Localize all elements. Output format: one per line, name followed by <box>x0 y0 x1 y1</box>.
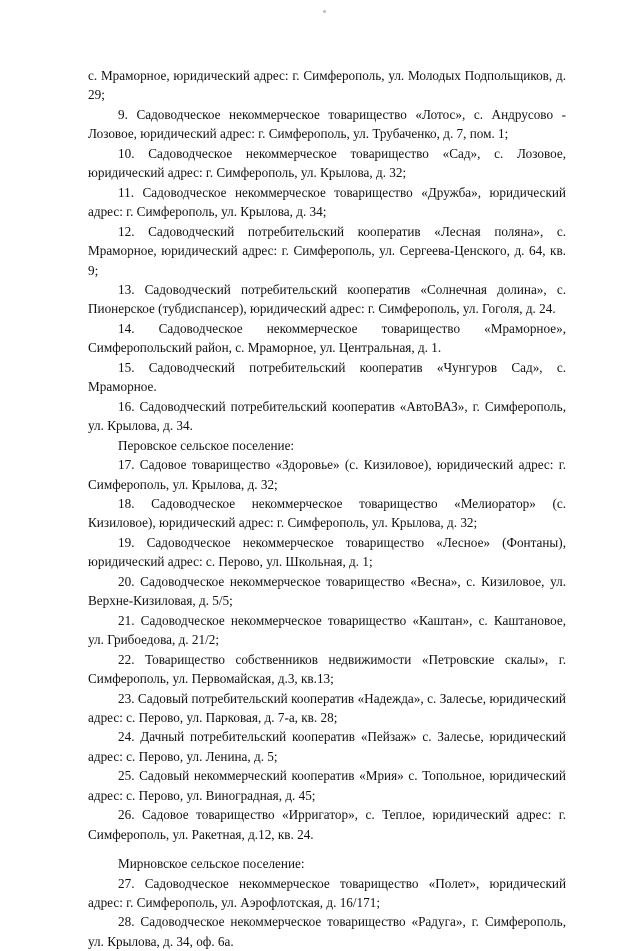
section-heading-mirnovskoe: Мирновское сельское поселение: <box>118 856 305 872</box>
list-item: 9. Садоводческое некоммерческое товарищество «Лотос», с. Андрусово - Лозовое, юридический адрес: г. Симферополь, ул. Трубаченко, д. 7, пом. 1; <box>88 106 566 142</box>
scan-artifact-dot <box>323 10 326 13</box>
list-item: 17. Садовое товарищество «Здоровье» (с. Кизиловое), юридический адрес: г. Симферополь, ул. Крылова, д. 32; <box>88 457 566 492</box>
list-item: 22. Товарищество собственников недвижимости «Петровские скалы», г. Симферополь, ул. Первомайская, д.3, кв.13; <box>88 651 566 687</box>
section-heading-perovskoe: Перовское сельское поселение: <box>118 437 295 453</box>
list-item: 13. Садоводческий потребительский кооператив «Солнечная долина», с. Пионерское (тубдиспансер), юридический адрес: г. Симферополь, ул. Гоголя, д. 24. <box>88 281 566 317</box>
list-item: 20. Садоводческое некоммерческое товарищество «Весна», с. Кизиловое, ул. Верхне-Кизиловая, д. 5/5; <box>88 573 566 609</box>
list-item: 23. Садовый потребительский кооператив «Надежда», с. Залесье, юридический адрес: с. Перово, ул. Парковая, д. 7-а, кв. 28; <box>88 690 566 725</box>
list-item: 21. Садоводческое некоммерческое товарищество «Каштан», с. Каштановое, ул. Грибоедова, д. 21/2; <box>88 612 566 648</box>
list-item: 12. Садоводческий потребительский кооператив «Лесная поляна», с. Мраморное, юридический адрес: г. Симферополь, ул. Сергеева-Ценского, д. 64, кв. 9; <box>88 223 566 278</box>
list-item: 14. Садоводческое некоммерческое товарищество «Мраморное», Симферопольский район, с. Мраморное, ул. Центральная, д. 1. <box>88 320 566 356</box>
list-item: 16. Садоводческий потребительский кооператив «АвтоВАЗ», г. Симферополь, ул. Крылова, д. 34. <box>88 398 566 434</box>
section-spacer <box>88 844 566 854</box>
list-item: 11. Садоводческое некоммерческое товарищество «Дружба», юридический адрес: г. Симферополь, ул. Крылова, д. 34; <box>88 184 566 220</box>
list-item: 27. Садоводческое некоммерческое товарищество «Полет», юридический адрес: г. Симферополь, ул. Аэрофлотская, д. 16/171; <box>88 875 566 911</box>
list-item: 26. Садовое товарищество «Ирригатор», с. Теплое, юридический адрес: г. Симферополь, ул. Ракетная, д.12, кв. 24. <box>88 807 566 842</box>
list-item: 28. Садоводческое некоммерческое товарищество «Радуга», г. Симферополь, ул. Крылова, д. 34, оф. 6а. <box>88 914 566 949</box>
list-item: 10. Садоводческое некоммерческое товарищество «Сад», с. Лозовое, юридический адрес: г. Симферополь, ул. Крылова, д. 32; <box>88 145 566 181</box>
document-body <box>88 66 566 951</box>
list-item: 19. Садоводческое некоммерческое товарищество «Лесное» (Фонтаны), юридический адрес: с. Перово, ул. Школьная, д. 1; <box>88 534 566 570</box>
list-item: 24. Дачный потребительский кооператив «Пейзаж» с. Залесье, юридический адрес: с. Перово, ул. Ленина, д. 5; <box>88 729 566 764</box>
list-item: 25. Садовый некоммерческий кооператив «Мрия» с. Топольное, юридический адрес: с. Перово, ул. Виноградная, д. 45; <box>88 768 566 803</box>
list-item: 15. Садоводческий потребительский кооператив «Чунгуров Сад», с. Мраморное. <box>88 359 566 395</box>
list-item-continuation: с. Мраморное, юридический адрес: г. Симферополь, ул. Молодых Подпольщиков, д. 29; <box>88 68 566 103</box>
list-item: 18. Садоводческое некоммерческое товарищество «Мелиоратор» (с. Кизиловое), юридический адрес: г. Симферополь, ул. Крылова, д. 32; <box>88 495 566 531</box>
